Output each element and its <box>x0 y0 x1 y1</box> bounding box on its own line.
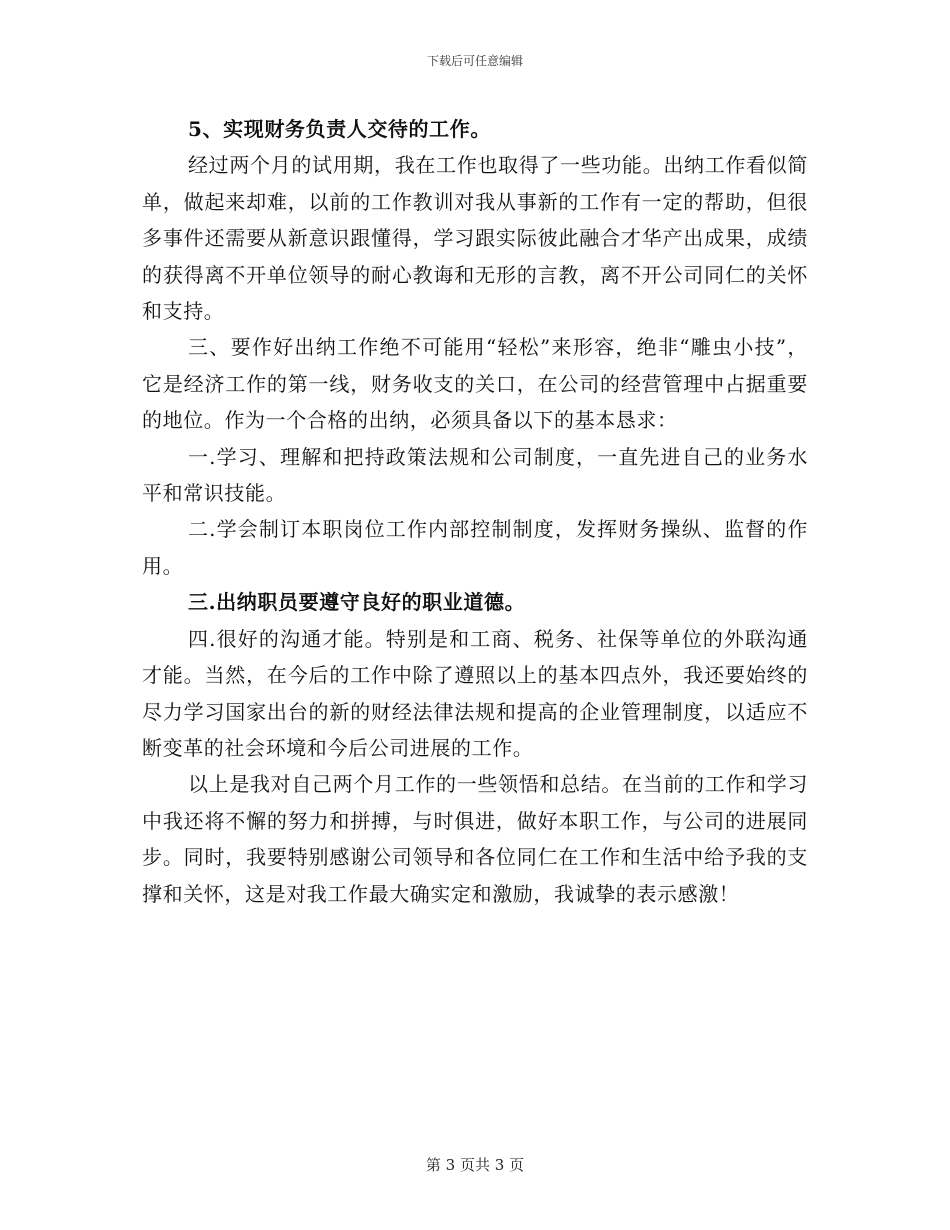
list-item-requirement-1: 一.学习、理解和把持政策法规和公司制度，一直先进自己的业务水平和常识技能。 <box>142 444 808 506</box>
page-header: 下载后可任意编辑 <box>426 54 523 68</box>
paragraph-conclusion: 以上是我对自己两个月工作的一些领悟和总结。在当前的工作和学习中我还将不懈的努力和拼搏，与时俱进，做好本职工作，与公司的进展同步。同时，我要特别感谢公司领导和各位同仁在工作和生活中给予我的支撑和关怀，这是对我工作最大确实定和激励，我诚挚的表示感激！ <box>142 772 808 906</box>
document-body <box>142 111 808 912</box>
section-heading-5: 5、实现财务负责人交待的工作。 <box>188 117 491 141</box>
paragraph-cashier-role: 三、要作好出纳工作绝不可能用“轻松”来形容，绝非“雕虫小技”，它是经济工作的第一线，财务收支的关口，在公司的经营管理中占据重要的地位。作为一个合格的出纳，必须具备以下的基本恳求： <box>142 335 808 433</box>
page-number: 第 3 页共 3 页 <box>425 1156 525 1174</box>
list-item-requirement-3: 三.出纳职员要遵守良好的职业道德。 <box>188 590 526 615</box>
list-item-requirement-2: 二.学会制订本职岗位工作内部控制制度，发挥财务操纵、监督的作用。 <box>142 517 808 578</box>
list-item-requirement-4: 四.很好的沟通才能。特别是和工商、税务、社保等单位的外联沟通才能。当然，在今后的工作中除了遵照以上的基本四点外，我还要始终的尽力学习国家出台的新的财经法律法规和提高的企业管理制度，以适应不断变革的社会环境和今后公司进展的工作。 <box>142 626 808 760</box>
paragraph-probation-summary: 经过两个月的试用期，我在工作也取得了一些功能。出纳工作看似简单，做起来却难，以前的工作教训对我从事新的工作有一定的帮助，但很多事件还需要从新意识跟懂得，学习跟实际彼此融合才华产出成果，成绩的获得离不开单位领导的耐心教诲和无形的言教，离不开公司同仁的关怀和支持。 <box>142 153 808 324</box>
